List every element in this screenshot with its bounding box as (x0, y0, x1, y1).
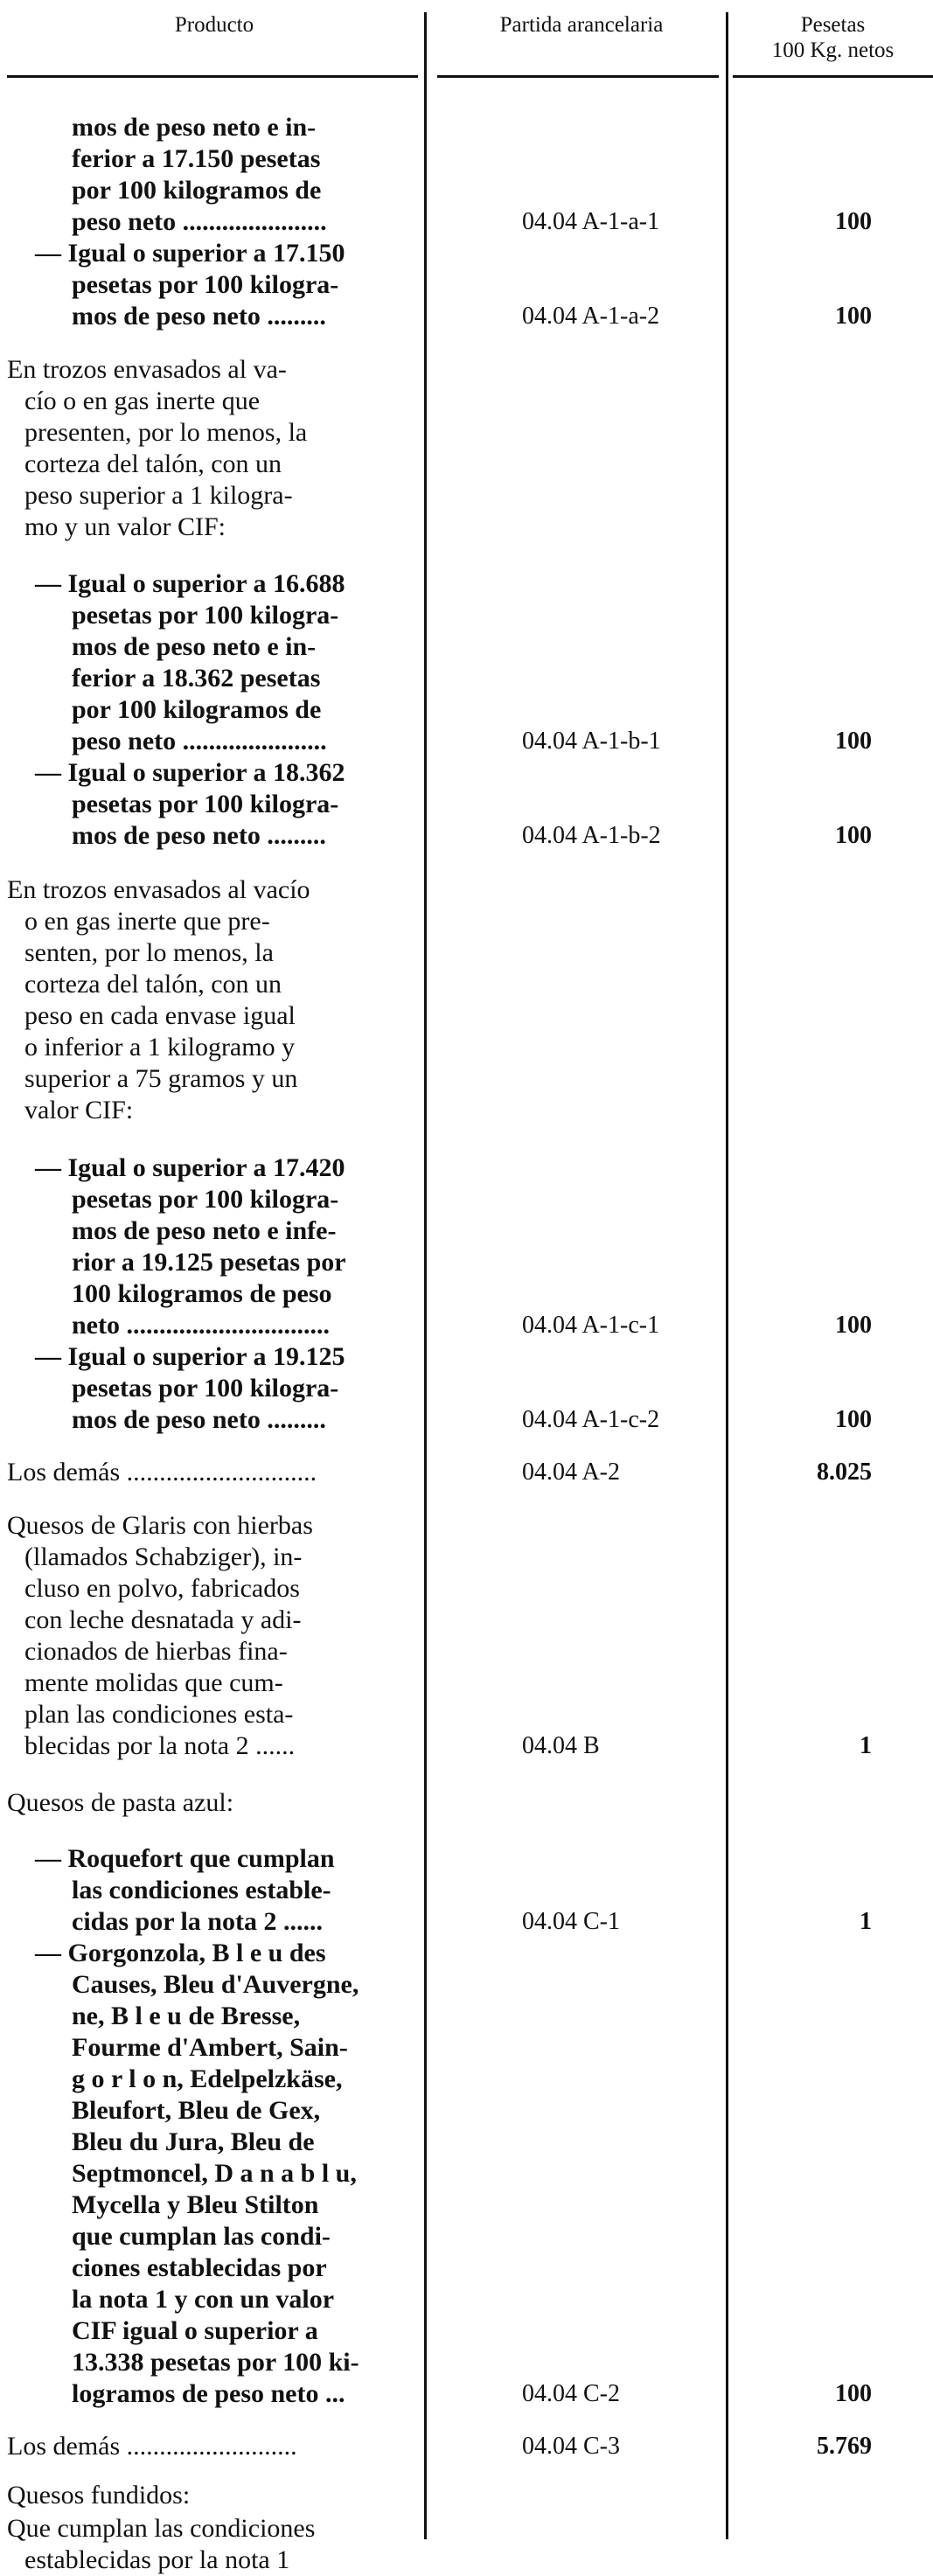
product-line: pesetas por 100 kilogra- (72, 1185, 339, 1214)
product-line: (llamados Schabziger), in- (24, 1542, 303, 1571)
partida-code: 04.04 A-1-b-2 (522, 822, 661, 849)
product-line: cluso en polvo, fabricados (24, 1574, 300, 1603)
header-rule-left (7, 75, 418, 78)
pesetas-value: 100 (835, 303, 872, 330)
product-line: plan las condiciones esta- (24, 1700, 294, 1729)
product-line: pesetas por 100 kilogra- (72, 790, 339, 818)
product-line: con leche desnatada y adi- (24, 1605, 302, 1634)
product-line: presenten, por lo menos, la (24, 418, 308, 447)
product-line: peso neto ...................... (72, 727, 327, 755)
pesetas-value: 100 (835, 1312, 872, 1339)
product-line: senten, por lo menos, la (24, 938, 274, 967)
product-line: cidas por la nota 2 ...... (72, 1907, 323, 1936)
partida-code: 04.04 A-2 (522, 1459, 620, 1486)
product-line: logramos de peso neto ... (72, 2379, 345, 2408)
product-line: Quesos fundidos: (7, 2481, 191, 2510)
pesetas-value: 1 (860, 1908, 872, 1935)
product-line: corteza del talón, con un (24, 970, 282, 999)
product-line: corteza del talón, con un (24, 449, 282, 478)
pesetas-value: 100 (835, 728, 872, 755)
partida-code: 04.04 B (522, 1732, 600, 1759)
product-line: o en gas inerte que pre- (24, 907, 270, 936)
partida-code: 04.04 A-1-c-2 (522, 1406, 660, 1433)
product-line: pesetas por 100 kilogra- (72, 1374, 339, 1403)
header-producto: Producto (174, 13, 254, 37)
header-pesetas-line1: Pesetas (800, 13, 866, 37)
partida-code: 04.04 A-1-a-2 (522, 303, 660, 330)
product-line: Quesos de pasta azul: (7, 1788, 234, 1817)
product-line: cío o en gas inerte que (24, 386, 261, 415)
product-line: Bleu du Jura, Bleu de (72, 2127, 315, 2156)
product-line: mos de peso neto ......... (72, 302, 326, 331)
product-line: Que cumplan las condiciones (7, 2514, 316, 2543)
pesetas-value: 5.769 (817, 2433, 872, 2460)
product-line: ferior a 18.362 pesetas (72, 664, 321, 693)
product-line: pesetas por 100 kilogra- (72, 270, 339, 299)
product-line: Mycella y Bleu Stilton (72, 2190, 319, 2219)
header-pesetas (733, 12, 933, 63)
column-divider-2 (726, 12, 728, 2539)
product-line: pesetas por 100 kilogra- (72, 601, 339, 630)
pesetas-value: 100 (835, 208, 872, 235)
product-line: valor CIF: (24, 1096, 134, 1124)
product-line: superior a 75 gramos y un (24, 1064, 298, 1093)
product-line: 13.338 pesetas por 100 ki- (72, 2348, 359, 2377)
pesetas-value: 100 (835, 822, 872, 849)
product-line: ferior a 17.150 pesetas (72, 144, 321, 173)
product-line: mos de peso neto ......... (72, 821, 326, 850)
pesetas-value: 1 (860, 1732, 872, 1759)
partida-code: 04.04 A-1-a-1 (522, 208, 660, 235)
product-line: — Igual o superior a 17.150 (35, 239, 345, 268)
product-line: — Igual o superior a 19.125 (35, 1342, 345, 1371)
product-line: por 100 kilogramos de (72, 176, 322, 205)
product-line: mos de peso neto e in- (72, 632, 317, 661)
partida-code: 04.04 C-3 (522, 2433, 620, 2460)
product-line: — Gorgonzola, B l e u des (35, 1939, 326, 1967)
header-rule-mid (437, 75, 719, 78)
header-partida-arancelaria: Partida arancelaria (499, 13, 664, 37)
pesetas-value: 100 (835, 2380, 872, 2407)
header-rule-right (733, 75, 933, 78)
product-line: neto ............................... (72, 1311, 330, 1340)
product-line: ciones establecidas por (72, 2253, 327, 2282)
product-line: establecidas por la nota 1 (24, 2545, 290, 2574)
product-line: ne, B l e u de Bresse, (72, 2002, 301, 2030)
column-divider-1 (424, 12, 427, 2539)
product-line: — Roquefort que cumplan (35, 1844, 335, 1873)
product-line: peso superior a 1 kilogra- (24, 481, 293, 510)
partida-code: 04.04 C-2 (522, 2380, 620, 2407)
pesetas-value: 8.025 (817, 1459, 872, 1486)
product-line: Los demás ............................. (7, 1458, 317, 1486)
product-line: Causes, Bleu d'Auvergne, (72, 1970, 359, 1999)
product-line: la nota 1 y con un valor (72, 2285, 335, 2314)
product-line: Fourme d'Ambert, Sain- (72, 2033, 348, 2062)
pesetas-value: 100 (835, 1406, 872, 1433)
product-line: CIF igual o superior a (72, 2316, 318, 2345)
product-line: peso en cada envase igual (24, 1001, 296, 1030)
product-line: — Igual o superior a 16.688 (35, 569, 345, 598)
product-line: peso neto ...................... (72, 207, 327, 236)
partida-code: 04.04 C-1 (522, 1908, 620, 1935)
product-line: por 100 kilogramos de (72, 695, 322, 724)
product-line: g o r l o n, Edelpelzkäse, (72, 2064, 343, 2093)
header-pesetas-line2: 100 Kg. netos (771, 38, 895, 62)
partida-code: 04.04 A-1-b-1 (522, 728, 661, 755)
product-line: Los demás .......................... (7, 2432, 297, 2461)
product-line: — Igual o superior a 18.362 (35, 758, 345, 787)
product-line: Bleufort, Bleu de Gex, (72, 2096, 321, 2125)
product-line: rior a 19.125 pesetas por (72, 1248, 346, 1277)
product-line: blecidas por la nota 2 ...... (24, 1731, 296, 1760)
product-line: Septmoncel, D a n a b l u, (72, 2159, 357, 2188)
product-line: o inferior a 1 kilogramo y (24, 1033, 296, 1062)
product-line: Quesos de Glaris con hierbas (7, 1511, 313, 1540)
product-line: las condiciones estable- (72, 1876, 331, 1904)
product-line: mo y un valor CIF: (24, 512, 226, 541)
partida-code: 04.04 A-1-c-1 (522, 1312, 660, 1339)
product-line: — Igual o superior a 17.420 (35, 1153, 345, 1182)
product-line: 100 kilogramos de peso (72, 1279, 332, 1308)
product-line: mente molidas que cum- (24, 1668, 283, 1697)
product-line: cionados de hierbas fina- (24, 1637, 288, 1666)
product-line: mos de peso neto e infe- (72, 1216, 337, 1245)
product-line: En trozos envasados al vacío (7, 875, 310, 904)
product-line: mos de peso neto ......... (72, 1405, 326, 1434)
product-line: mos de peso neto e in- (72, 113, 317, 142)
product-line: En trozos envasados al va- (7, 355, 287, 384)
product-line: que cumplan las condi- (72, 2222, 331, 2251)
